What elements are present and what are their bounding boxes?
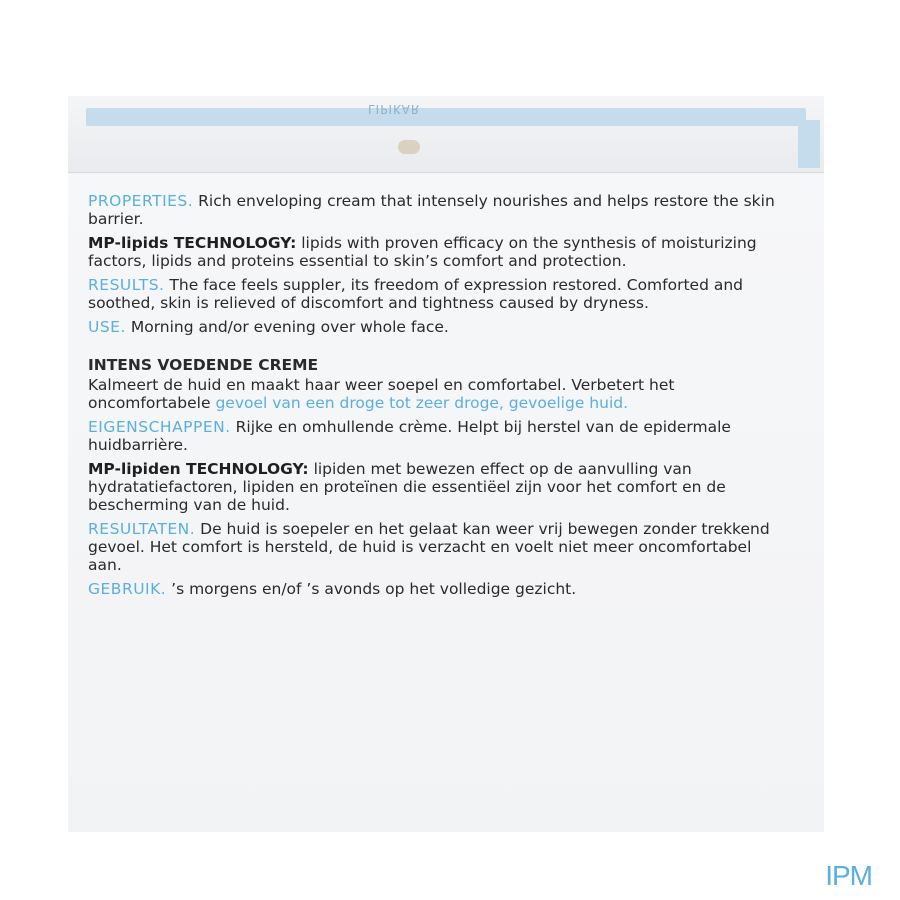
nl-properties-paragraph [88, 418, 788, 454]
box-side-panel [68, 174, 824, 832]
nl-technology-text: lipiden met bewezen effect op de aanvulling van hydratatiefactoren, lipiden en proteïnen die essentiëel zijn voor het comfort en de bescherming van de huid. [88, 460, 726, 514]
flap-stripe [86, 108, 806, 126]
en-results-text: The face feels suppler, its freedom of expression restored. Comforted and soothed, skin is relieved of discomfort and tightness caused by dryness. [88, 276, 744, 312]
nl-results-text: De huid is soepeler en het gelaat kan weer vrij bewegen zonder trekkend gevoel. Het comfort is hersteld, de huid is verzacht en voelt niet meer oncomfortabel aan. [88, 520, 770, 574]
nl-properties-text: Rijke en omhullende crème. Helpt bij herstel van de epidermale huidbarrière. [88, 418, 731, 454]
nl-results-label: RESULTATEN. [88, 520, 196, 538]
en-results-paragraph [88, 276, 788, 312]
flap-mirrored-text: LIPIKAR [368, 102, 421, 116]
flap-stripe-side [798, 120, 820, 168]
box-top-flap [68, 96, 824, 173]
nl-intro-highlight: gevoel van een droge tot zeer droge, gevoelige huid. [215, 394, 629, 412]
nl-heading: INTENS VOEDENDE CREME [88, 356, 319, 374]
nl-intro-text: Kalmeert de huid en maakt haar weer soepel en comfortabel. Verbetert het oncomfortabele [88, 376, 675, 412]
nl-technology-label: MP-lipiden TECHNOLOGY: [88, 460, 309, 478]
product-box [68, 96, 824, 832]
en-properties-label: PROPERTIES. [88, 192, 194, 210]
nl-intro-paragraph [88, 376, 788, 412]
label-text-block [88, 192, 788, 604]
nl-use-paragraph [88, 580, 788, 598]
en-properties-paragraph [88, 192, 788, 228]
nl-results-paragraph [88, 520, 788, 574]
en-technology-label: MP-lipids TECHNOLOGY: [88, 234, 297, 252]
nl-properties-label: EIGENSCHAPPEN. [88, 418, 231, 436]
en-results-label: RESULTS. [88, 276, 165, 294]
en-technology-text: lipids with proven efficacy on the synthesis of moisturizing factors, lipids and proteins essential to skin’s comfort and protection. [88, 234, 757, 270]
nl-technology-paragraph [88, 460, 788, 514]
en-technology-paragraph [88, 234, 788, 270]
flap-badge [398, 140, 420, 154]
nl-use-label: GEBRUIK. [88, 580, 167, 598]
en-use-label: USE. [88, 318, 126, 336]
en-use-text: Morning and/or evening over whole face. [125, 318, 449, 336]
nl-use-text: ’s morgens en/of ’s avonds op het volledige gezicht. [166, 580, 577, 598]
ipm-watermark-logo: IPM [825, 860, 872, 891]
en-use-paragraph [88, 318, 788, 336]
en-properties-text: Rich enveloping cream that intensely nourishes and helps restore the skin barrier. [88, 192, 775, 228]
